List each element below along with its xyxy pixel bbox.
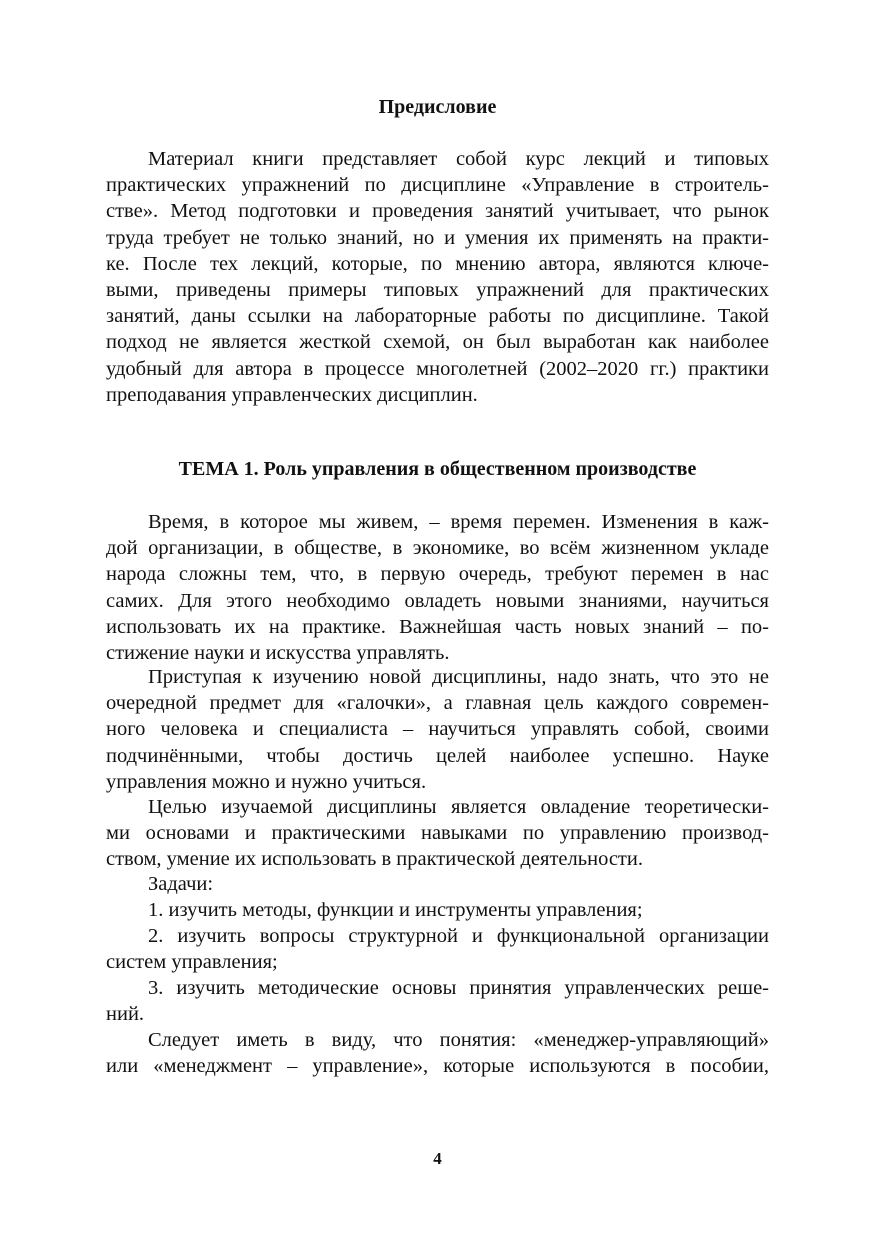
text-line: 3. изучить методические основы принятия управленческих реше- <box>148 977 769 999</box>
tasks-label <box>106 871 769 897</box>
text-line: народа сложны тем, что, в первую очередь, требуют перемен в нас <box>106 563 769 586</box>
text-line: практических упражнений по дисциплине «Управление в строитель- <box>106 174 769 197</box>
topic-paragraph-2 <box>106 664 769 795</box>
text-line: очередной предмет для «галочки», а главная цель каждого современ- <box>106 692 769 715</box>
topic-paragraph-1 <box>106 509 769 666</box>
text-line: стижение науки и искусства управлять. <box>106 641 450 664</box>
text-line: ного человека и специалиста – научиться управлять собой, своими <box>106 718 769 741</box>
text-line: ми основами и практическими навыками по управлению производ- <box>106 822 769 845</box>
topic-paragraph-3 <box>106 794 769 873</box>
page-number: 4 <box>433 1149 442 1168</box>
text-line: труда требует не только знаний, но и умения их применять на практи- <box>106 226 769 249</box>
text-line: Целью изучаемой дисциплины является овладение теоретически- <box>148 796 769 818</box>
text-line: управления можно и нужно учиться. <box>106 770 427 793</box>
text-line: систем управления; <box>106 951 278 974</box>
text-line: или «менеджмент – управление», которые используются в пособии, <box>106 1055 769 1078</box>
text-line: подход не является жесткой схемой, он был выработан как наиболее <box>106 331 769 354</box>
task-item-2 <box>106 923 769 975</box>
text-line: ний. <box>106 1003 145 1026</box>
text-line: 2. изучить вопросы структурной и функциональной организации <box>148 925 769 947</box>
text-line: самих. Для этого необходимо овладеть новыми знаниями, научиться <box>106 589 769 612</box>
text-line: выми, приведены примеры типовых упражнений для практических <box>106 278 769 301</box>
topic-paragraph-4 <box>106 1027 769 1079</box>
task-item-3 <box>106 975 769 1027</box>
text-line: дой организации, в обществе, в экономике, во всём жизненном укладе <box>106 537 769 560</box>
text-line: Время, в которое мы живем, – время перемен. Изменения в каж- <box>148 511 769 533</box>
text-line: преподавания управленческих дисциплин. <box>106 383 478 406</box>
text-line: Материал книги представляет собой курс лекций и типовых <box>148 148 769 170</box>
text-line: Приступая к изучению новой дисциплины, надо знать, что это не <box>148 666 769 688</box>
text-line: ством, умение их использовать в практической деятельности. <box>106 848 643 871</box>
preface-title: Предисловие <box>378 96 497 118</box>
text-line: подчинёнными, чтобы достичь целей наиболее успешно. Науке <box>106 744 769 767</box>
text-line: Задачи: <box>148 873 214 895</box>
task-item-1 <box>106 897 769 923</box>
text-line: Следует иметь в виду, что понятия: «менеджер-управляющий» <box>148 1029 769 1051</box>
text-line: занятий, даны ссылки на лабораторные работы по дисциплине. Такой <box>106 305 769 328</box>
preface-paragraph <box>106 146 769 408</box>
text-line: стве». Метод подготовки и проведения занятий учитывает, что рынок <box>106 200 769 223</box>
text-line: 1. изучить методы, функции и инструменты управления; <box>148 899 643 921</box>
text-line: ке. После тех лекций, которые, по мнению автора, являются ключе- <box>106 252 769 275</box>
topic-title: ТЕМА 1. Роль управления в общественном производстве <box>178 458 697 480</box>
text-line: удобный для автора в процессе многолетней (2002–2020 гг.) практики <box>106 357 769 380</box>
text-line: использовать их на практике. Важнейшая часть новых знаний – по- <box>106 615 769 638</box>
